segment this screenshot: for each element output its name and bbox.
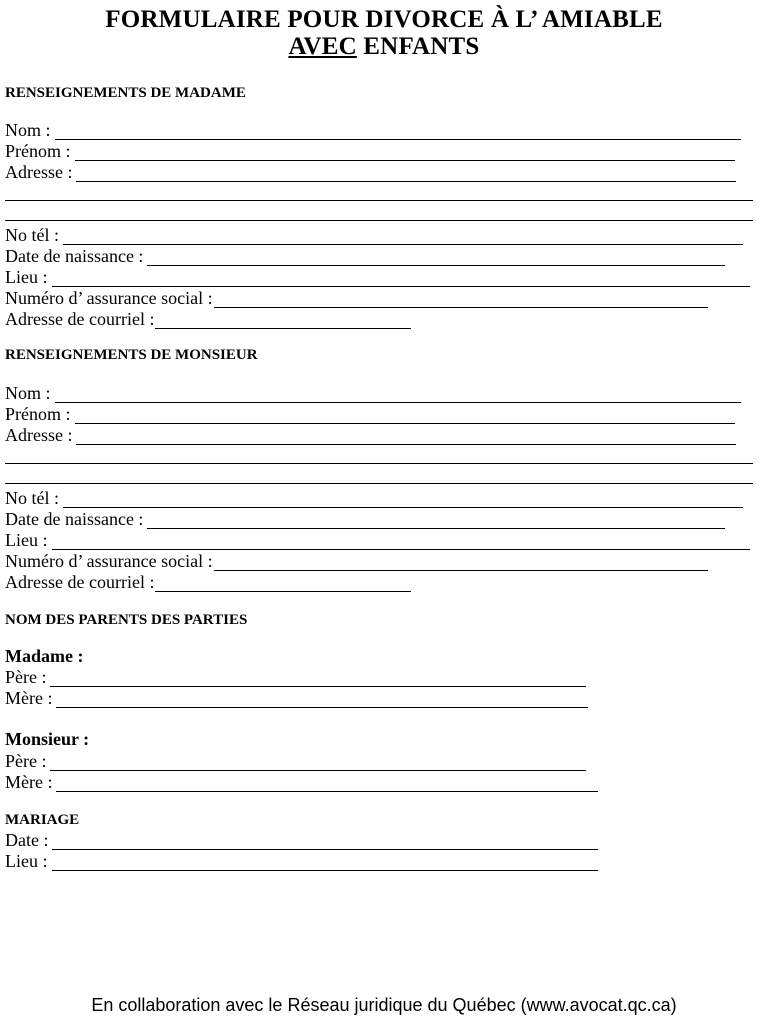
form-title-line-2 xyxy=(0,33,768,61)
monsieur-prenom-line[interactable] xyxy=(75,407,735,424)
monsieur-courriel-label: Adresse de courriel : xyxy=(5,572,155,592)
madame-assurance-label: Numéro d’ assurance social : xyxy=(5,288,213,308)
madame-prenom-label: Prénom : xyxy=(5,141,71,161)
monsieur-tel-line[interactable] xyxy=(63,491,743,508)
madame-naissance-label: Date de naissance : xyxy=(5,246,144,266)
monsieur-mere-label: Mère : xyxy=(5,772,53,792)
parents-madame-label: Madame : xyxy=(5,646,84,666)
madame-prenom-field[interactable] xyxy=(5,139,735,161)
section-heading-monsieur: RENSEIGNEMENTS DE MONSIEUR xyxy=(5,347,258,363)
monsieur-nom-field[interactable] xyxy=(5,381,741,403)
madame-nom-label: Nom : xyxy=(5,120,51,140)
mariage-date-line[interactable] xyxy=(52,833,598,850)
madame-adresse-label: Adresse : xyxy=(5,162,73,182)
monsieur-nom-label: Nom : xyxy=(5,383,51,403)
parents-monsieur-label: Monsieur : xyxy=(5,729,90,749)
madame-adresse-line-3[interactable] xyxy=(5,220,753,221)
madame-prenom-line[interactable] xyxy=(75,144,735,161)
madame-nom-field[interactable] xyxy=(5,118,741,140)
madame-assurance-line[interactable] xyxy=(214,291,708,308)
monsieur-lieu-line[interactable] xyxy=(52,533,750,550)
monsieur-nom-line[interactable] xyxy=(55,386,741,403)
monsieur-mere-field[interactable] xyxy=(5,770,598,792)
monsieur-adresse-line[interactable] xyxy=(76,428,736,445)
monsieur-pere-label: Père : xyxy=(5,751,47,771)
title-enfants: ENFANTS xyxy=(356,33,480,60)
madame-pere-line[interactable] xyxy=(50,670,586,687)
madame-adresse-field[interactable] xyxy=(5,160,736,182)
monsieur-lieu-field[interactable] xyxy=(5,528,750,550)
monsieur-adresse-field[interactable] xyxy=(5,423,736,445)
madame-mere-label: Mère : xyxy=(5,688,53,708)
section-heading-madame: RENSEIGNEMENTS DE MADAME xyxy=(5,85,246,101)
mariage-lieu-field[interactable] xyxy=(5,849,598,871)
monsieur-prenom-field[interactable] xyxy=(5,402,735,424)
monsieur-assurance-label: Numéro d’ assurance social : xyxy=(5,551,213,571)
madame-tel-field[interactable] xyxy=(5,223,743,245)
form-title xyxy=(0,6,768,34)
madame-mere-line[interactable] xyxy=(56,691,588,708)
madame-naissance-field[interactable] xyxy=(5,244,725,266)
madame-courriel-line[interactable] xyxy=(155,312,411,329)
monsieur-courriel-line[interactable] xyxy=(155,575,411,592)
section-heading-parents: NOM DES PARENTS DES PARTIES xyxy=(5,612,248,628)
madame-lieu-line[interactable] xyxy=(52,270,750,287)
monsieur-adresse-line-2[interactable] xyxy=(5,463,753,464)
monsieur-naissance-label: Date de naissance : xyxy=(5,509,144,529)
monsieur-tel-field[interactable] xyxy=(5,486,743,508)
title-line-1: FORMULAIRE POUR DIVORCE À L’ AMIABLE xyxy=(105,6,663,33)
madame-pere-field[interactable] xyxy=(5,665,586,687)
mariage-lieu-label: Lieu : xyxy=(5,851,48,871)
madame-adresse-line[interactable] xyxy=(76,165,736,182)
monsieur-naissance-line[interactable] xyxy=(147,512,725,529)
madame-courriel-label: Adresse de courriel : xyxy=(5,309,155,329)
title-avec: AVEC xyxy=(288,33,357,60)
madame-nom-line[interactable] xyxy=(55,123,741,140)
madame-tel-label: No tél : xyxy=(5,225,59,245)
madame-mere-field[interactable] xyxy=(5,686,588,708)
monsieur-assurance-line[interactable] xyxy=(214,554,708,571)
footer-credit: En collaboration avec le Réseau juridique du Québec (www.avocat.qc.ca) xyxy=(91,995,677,1015)
monsieur-adresse-label: Adresse : xyxy=(5,425,73,445)
madame-adresse-line-2[interactable] xyxy=(5,200,753,201)
mariage-date-field[interactable] xyxy=(5,828,598,850)
madame-pere-label: Père : xyxy=(5,667,47,687)
monsieur-pere-line[interactable] xyxy=(50,754,586,771)
section-heading-mariage: MARIAGE xyxy=(5,812,80,828)
madame-courriel-field[interactable] xyxy=(5,307,411,329)
mariage-date-label: Date : xyxy=(5,830,49,850)
monsieur-adresse-line-3[interactable] xyxy=(5,483,753,484)
madame-assurance-field[interactable] xyxy=(5,286,708,308)
monsieur-lieu-label: Lieu : xyxy=(5,530,48,550)
mariage-lieu-line[interactable] xyxy=(52,854,598,871)
madame-tel-line[interactable] xyxy=(63,228,743,245)
monsieur-tel-label: No tél : xyxy=(5,488,59,508)
madame-lieu-field[interactable] xyxy=(5,265,750,287)
monsieur-pere-field[interactable] xyxy=(5,749,586,771)
monsieur-courriel-field[interactable] xyxy=(5,570,411,592)
monsieur-prenom-label: Prénom : xyxy=(5,404,71,424)
madame-naissance-line[interactable] xyxy=(147,249,725,266)
monsieur-naissance-field[interactable] xyxy=(5,507,725,529)
monsieur-assurance-field[interactable] xyxy=(5,549,708,571)
monsieur-mere-line[interactable] xyxy=(56,775,598,792)
madame-lieu-label: Lieu : xyxy=(5,267,48,287)
